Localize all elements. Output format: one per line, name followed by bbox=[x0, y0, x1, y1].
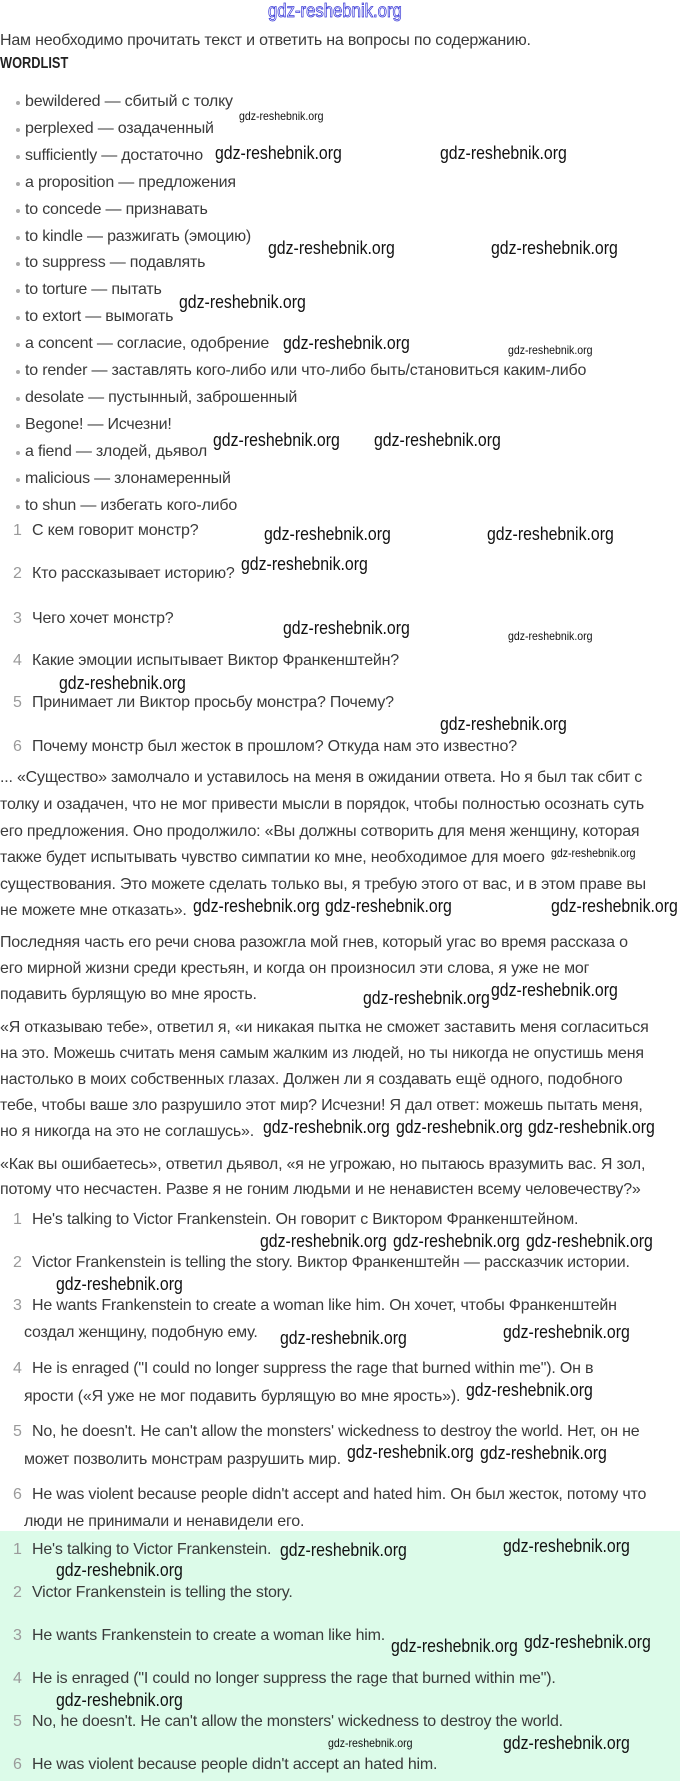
watermark: gdz-reshebnik.org bbox=[346, 1442, 474, 1462]
answer-line: люди не принимали и ненавидели его. bbox=[24, 1513, 305, 1530]
intro-text: Нам необходимо прочитать текст и ответить на вопросы по содержанию. bbox=[0, 32, 531, 49]
wordlist-item: to render — заставлять кого-либо или что-либо быть/становиться каким-либо bbox=[25, 362, 587, 379]
answer-number: 5 bbox=[13, 1423, 22, 1440]
answer-en-number: 6 bbox=[13, 1756, 22, 1773]
answer-en-number: 3 bbox=[13, 1627, 22, 1644]
passage-line: «Как вы ошибаетесь», ответил дьявол, «я не угрожаю, но пытаюсь вразумить вас. Я зол, bbox=[0, 1156, 646, 1173]
wordlist-item: malicious — злонамеренный bbox=[25, 469, 231, 487]
watermark: gdz-reshebnik.org bbox=[212, 430, 340, 450]
watermark: gdz-reshebnik.org bbox=[508, 343, 593, 357]
answer-number: 3 bbox=[13, 1297, 22, 1314]
answer-number: 4 bbox=[13, 1360, 22, 1377]
passage-line: тебе, чтобы ваше зло разрушило этот мир? Исчезни! Я дал ответ: можешь пытать меня, bbox=[0, 1097, 643, 1114]
watermark: gdz-reshebnik.org bbox=[491, 980, 618, 1000]
wordlist-item: to shun — избегать кого-либо bbox=[25, 496, 238, 514]
passage-line: толку и озадачен, что не мог привести мысли в порядок, чтобы полностью осознать суть bbox=[0, 796, 645, 813]
bullet-icon bbox=[16, 370, 20, 374]
answer-line: ярости («Я уже не мог подавить бурлящую во мне ярость»). bbox=[24, 1388, 461, 1405]
watermark: gdz-reshebnik.org bbox=[550, 846, 636, 860]
watermark: gdz-reshebnik.org bbox=[268, 238, 395, 258]
answer-en-text: He was violent because people didn't accept an hated him. bbox=[32, 1756, 438, 1773]
watermark: gdz-reshebnik.org bbox=[259, 1231, 387, 1251]
watermark: gdz-reshebnik.org bbox=[503, 1536, 630, 1556]
watermark: gdz-reshebnik.org bbox=[491, 238, 618, 258]
answer-number: 2 bbox=[13, 1254, 22, 1271]
answer-en-text: He is enraged ("I could no longer suppress the rage that burned within me"). bbox=[32, 1670, 556, 1687]
watermark: gdz-reshebnik.org bbox=[391, 1636, 518, 1656]
wordlist-item: a fiend — злодей, дьявол bbox=[25, 442, 207, 460]
bullet-icon bbox=[16, 155, 20, 159]
watermark: gdz-reshebnik.org bbox=[440, 714, 567, 734]
bullet-icon bbox=[16, 262, 20, 266]
passage-line: «Я отказываю тебе», ответил я, «и никакая пытка не сможет заставить меня согласиться bbox=[0, 1019, 649, 1036]
watermark: gdz-reshebnik.org bbox=[280, 1328, 407, 1348]
answer-line: No, he doesn't. He can't allow the monsters' wickedness to destroy the world. Нет, он не bbox=[32, 1423, 640, 1440]
answer-en-text: Victor Frankenstein is telling the story. bbox=[32, 1584, 293, 1601]
watermark: gdz-reshebnik.org bbox=[56, 1690, 183, 1710]
answer-line: создал женщину, подобную ему. bbox=[24, 1324, 258, 1341]
bullet-icon bbox=[16, 397, 20, 401]
bullet-icon bbox=[16, 209, 20, 213]
passage-line: не можете мне отказать». bbox=[0, 902, 187, 919]
question-text: Почему монстр был жесток в прошлом? Откуда нам это известно? bbox=[32, 738, 517, 755]
passage-line: настолько в моих собственных глазах. Должен ли я создавать ещё одного, подобного bbox=[0, 1071, 623, 1088]
bullet-icon bbox=[16, 478, 20, 482]
answer-en-number: 1 bbox=[13, 1541, 22, 1558]
watermark: gdz-reshebnik.org bbox=[466, 1380, 594, 1400]
answer-line: Victor Frankenstein is telling the story. Виктор Франкенштейн — рассказчик истории. bbox=[32, 1254, 630, 1271]
answer-number: 6 bbox=[13, 1486, 22, 1503]
passage-line: Последняя часть его речи снова разожгла мой гнев, который угас во время рассказа о bbox=[0, 934, 628, 951]
wordlist-item: to concede — признавать bbox=[25, 200, 208, 218]
question-number: 6 bbox=[13, 738, 22, 755]
watermark: gdz-reshebnik.org bbox=[240, 554, 368, 574]
question-text: Какие эмоции испытывает Виктор Франкенштейн? bbox=[32, 652, 399, 669]
answer-en-text: He's talking to Victor Frankenstein. bbox=[32, 1541, 272, 1558]
bullet-icon bbox=[16, 343, 20, 347]
watermark: gdz-reshebnik.org bbox=[440, 143, 567, 163]
answer-line: He wants Frankenstein to create a woman like him. Он хочет, чтобы Франкенштейн bbox=[32, 1297, 617, 1314]
watermark: gdz-reshebnik.org bbox=[550, 896, 678, 916]
answer-en-number: 4 bbox=[13, 1670, 22, 1687]
wordlist-item: sufficiently — достаточно bbox=[25, 146, 203, 164]
watermark: gdz-reshebnik.org bbox=[192, 896, 320, 916]
passage-line: его мирной жизни среди крестьян, и когда он произносил эти слова, я уже не мог bbox=[0, 960, 590, 977]
watermark: gdz-reshebnik.org bbox=[283, 333, 410, 353]
watermark: gdz-reshebnik.org bbox=[503, 1322, 630, 1342]
watermark: gdz-reshebnik.org bbox=[325, 896, 453, 916]
wordlist-item: a proposition — предложения bbox=[25, 173, 236, 191]
wordlist-item: to kindle — разжигать (эмоцию) bbox=[25, 227, 252, 245]
wordlist-item: to extort — вымогать bbox=[25, 308, 174, 326]
bullet-icon bbox=[16, 424, 20, 428]
passage-line: потому что несчастен. Разве я не гоним людьми и не ненавистен всему человечеству?» bbox=[0, 1181, 641, 1198]
watermark: gdz-reshebnik.org bbox=[59, 673, 186, 693]
wordlist-item: perplexed — озадаченный bbox=[25, 119, 214, 137]
bullet-icon bbox=[16, 289, 20, 293]
watermark: gdz-reshebnik.org bbox=[503, 1733, 630, 1753]
watermark: gdz-reshebnik.org bbox=[268, 1, 402, 22]
bullet-icon bbox=[16, 505, 20, 509]
question-text: С кем говорит монстр? bbox=[32, 522, 199, 539]
watermark: gdz-reshebnik.org bbox=[487, 524, 614, 544]
passage-line: также будет испытывать чувство симпатии ко мне, необходимое для моего bbox=[0, 849, 545, 866]
answer-number: 1 bbox=[13, 1211, 22, 1228]
question-text: Кто рассказывает историю? bbox=[32, 565, 235, 582]
watermark: gdz-reshebnik.org bbox=[328, 1736, 413, 1750]
watermark: gdz-reshebnik.org bbox=[280, 1540, 407, 1560]
answer-line: He was violent because people didn't accept and hated him. Он был жесток, потому что bbox=[32, 1486, 647, 1503]
wordlist-item: a concent — согласие, одобрение bbox=[25, 335, 270, 353]
watermark: gdz-reshebnik.org bbox=[56, 1274, 183, 1294]
passage-line: существования. Это можете сделать только вы, я требую этого от вас, и в этом праве вы bbox=[0, 876, 646, 893]
wordlist-heading: WORDLIST bbox=[0, 55, 69, 72]
watermark: gdz-reshebnik.org bbox=[238, 109, 324, 123]
question-number: 5 bbox=[13, 694, 22, 711]
passage-line: ... «Существо» замолчало и уставилось на меня в ожидании ответа. Но я был так сбит с bbox=[0, 769, 642, 786]
answer-line: He's talking to Victor Frankenstein. Он говорит с Виктором Франкенштейном. bbox=[32, 1211, 579, 1228]
watermark: gdz-reshebnik.org bbox=[392, 1231, 520, 1251]
question-number: 3 bbox=[13, 610, 22, 627]
question-text: Чего хочет монстр? bbox=[32, 610, 174, 627]
wordlist-item: desolate — пустынный, заброшенный bbox=[25, 388, 298, 406]
answer-en-number: 5 bbox=[13, 1713, 22, 1730]
passage-line: его предложения. Оно продолжило: «Вы должны сотворить для меня женщину, которая bbox=[0, 823, 640, 840]
watermark: gdz-reshebnik.org bbox=[264, 524, 391, 544]
watermark: gdz-reshebnik.org bbox=[283, 618, 410, 638]
watermark: gdz-reshebnik.org bbox=[363, 988, 490, 1008]
passage-line: на это. Можешь считать меня самым жалким из людей, но ты никогда не опустишь меня bbox=[0, 1045, 644, 1062]
bullet-icon bbox=[16, 316, 20, 320]
answer-en-text: He wants Frankenstein to create a woman like him. bbox=[32, 1627, 386, 1644]
watermark: gdz-reshebnik.org bbox=[374, 430, 501, 450]
bullet-icon bbox=[16, 128, 20, 132]
question-number: 2 bbox=[13, 565, 22, 582]
bullet-icon bbox=[16, 182, 20, 186]
bullet-icon bbox=[16, 236, 20, 240]
answer-line: He is enraged ("I could no longer suppress the rage that burned within me"). Он в bbox=[32, 1360, 594, 1377]
watermark: gdz-reshebnik.org bbox=[262, 1117, 390, 1137]
passage-line: подавить бурлящую во мне ярость. bbox=[0, 986, 257, 1003]
watermark: gdz-reshebnik.org bbox=[395, 1117, 523, 1137]
answer-en-number: 2 bbox=[13, 1584, 22, 1601]
answer-en-text: No, he doesn't. He can't allow the monsters' wickedness to destroy the world. bbox=[32, 1713, 563, 1730]
bullet-icon bbox=[16, 451, 20, 455]
watermark: gdz-reshebnik.org bbox=[215, 143, 342, 163]
wordlist-item: bewildered — сбитый с толку bbox=[25, 93, 233, 110]
passage-line: но я никогда на это не соглашусь». bbox=[0, 1123, 254, 1140]
watermark: gdz-reshebnik.org bbox=[508, 629, 593, 643]
wordlist-item: Begone! — Исчезни! bbox=[25, 415, 172, 433]
watermark: gdz-reshebnik.org bbox=[528, 1117, 656, 1137]
answer-line: может позволить монстрам разрушить мир. bbox=[24, 1451, 341, 1468]
wordlist-item: to suppress — подавлять bbox=[25, 254, 206, 272]
bullet-icon bbox=[16, 101, 20, 105]
watermark: gdz-reshebnik.org bbox=[179, 292, 307, 312]
watermark: gdz-reshebnik.org bbox=[56, 1560, 183, 1580]
question-number: 1 bbox=[13, 522, 22, 539]
watermark: gdz-reshebnik.org bbox=[525, 1231, 653, 1251]
question-number: 4 bbox=[13, 652, 22, 669]
wordlist-item: to torture — пытать bbox=[25, 281, 162, 299]
watermark: gdz-reshebnik.org bbox=[479, 1443, 607, 1463]
question-text: Принимает ли Виктор просьбу монстра? Почему? bbox=[32, 694, 394, 711]
watermark: gdz-reshebnik.org bbox=[523, 1632, 651, 1652]
